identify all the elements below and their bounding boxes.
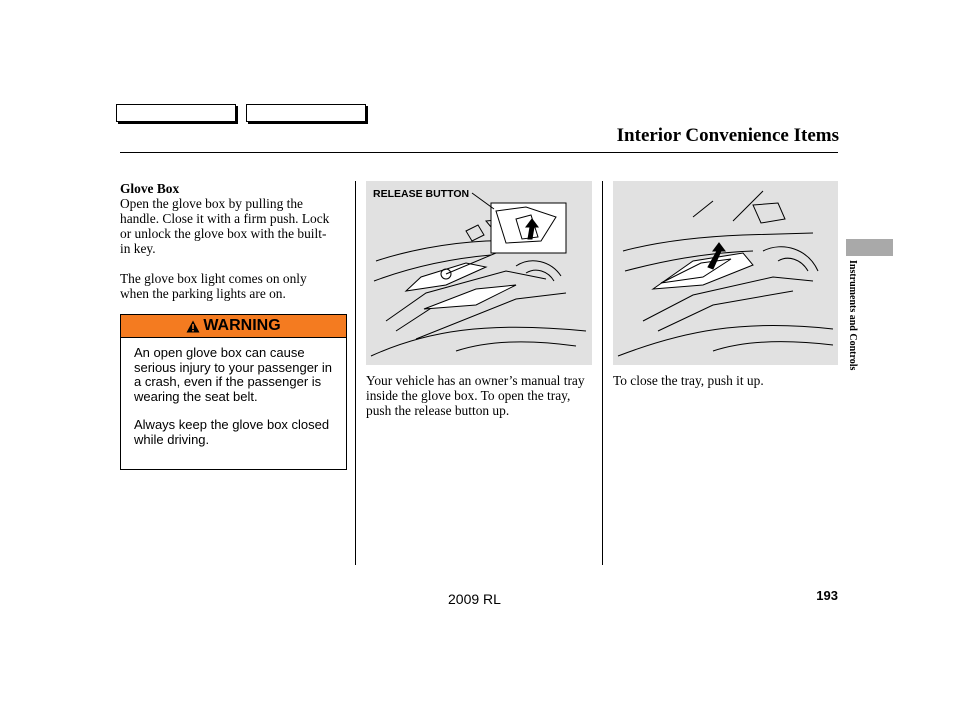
glove-box-open-illustration [366,181,592,365]
nav-box-next[interactable] [246,104,366,122]
nav-box-previous[interactable] [116,104,236,122]
page-number: 193 [816,588,838,603]
glove-box-paragraph-1: Open the glove box by pulling the handle. Close it with a firm push. Lock or unlock the glove box with the built-in key. [120,196,330,256]
glove-box-heading: Glove Box [120,181,180,196]
column-divider-1 [355,181,356,565]
warning-body [121,338,346,447]
page-title: Interior Convenience Items [616,125,839,146]
warning-box [120,314,347,470]
section-tab[interactable] [846,239,893,256]
footer-model: 2009 RL [448,591,501,607]
figure2-caption: To close the tray, push it up. [613,373,764,388]
warning-triangle-icon [186,320,200,333]
glove-box-section [120,181,335,301]
section-tab-label: Instruments and Controls [847,260,858,371]
warning-text-1: An open glove box can cause serious injury to your passenger in a crash, even if the passenger is wearing the seat belt. [134,345,332,404]
release-button-callout: RELEASE BUTTON [373,188,470,200]
warning-header [121,315,346,338]
figure-release-button [366,181,592,365]
glove-box-paragraph-2: The glove box light comes on only when the parking lights are on. [120,271,307,301]
warning-text-2: Always keep the glove box closed while driving. [134,417,330,447]
warning-label: WARNING [203,317,281,334]
header-rule [120,152,838,153]
column-divider-2 [602,181,603,565]
glove-box-tray-illustration [613,181,838,365]
figure1-caption: Your vehicle has an owner’s manual tray inside the glove box. To open the tray, push the release button up. [366,373,585,418]
figure-close-tray [613,181,838,365]
